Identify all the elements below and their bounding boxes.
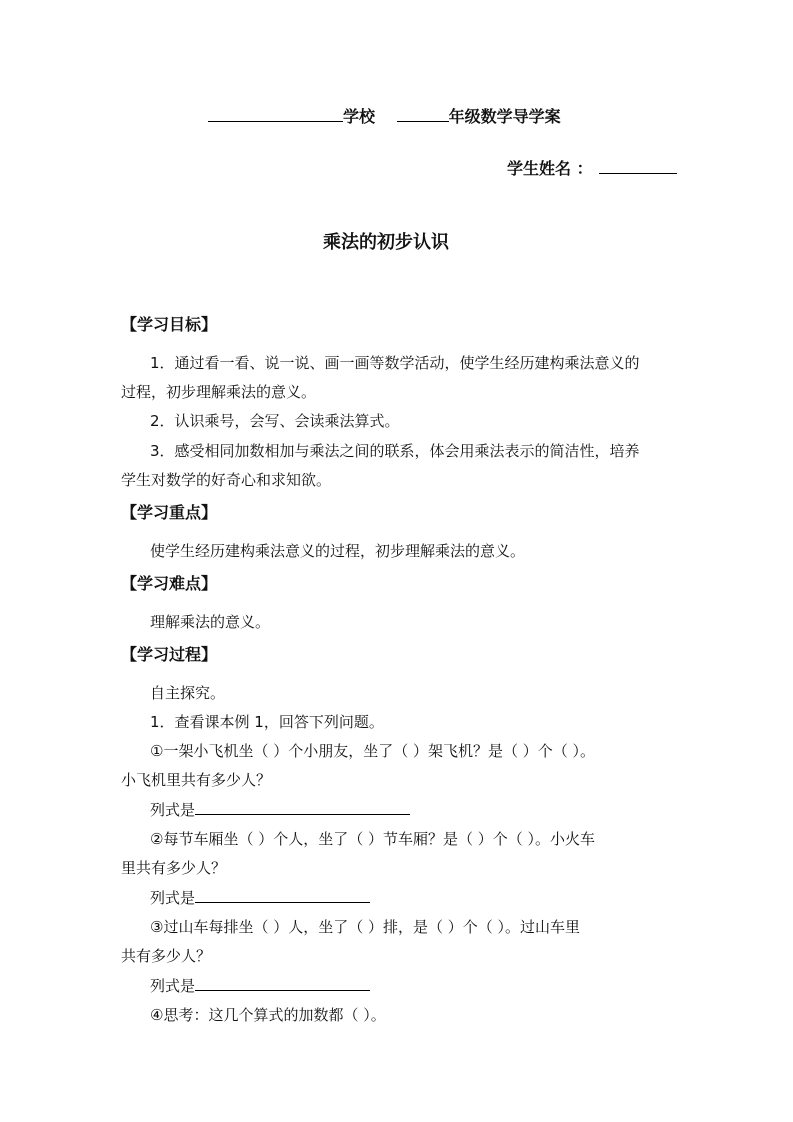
- formula-blank-2: [195, 886, 370, 903]
- question-2-line-1: ②每节车厢坐（ ）个人，坐了（ ）节车厢？是（ ）个（ ）。小火车: [150, 830, 596, 848]
- goal-item-2: 2．认识乘号，会写、会读乘法算式。: [150, 412, 400, 430]
- formula-row-3: [150, 974, 370, 996]
- formula-row-1: [150, 798, 410, 820]
- grade-suffix: 年级数学导学案: [448, 107, 561, 126]
- student-name-row: [507, 156, 677, 179]
- header-school-grade: [208, 104, 561, 127]
- formula-row-2: [150, 886, 370, 908]
- student-name-blank: [599, 157, 677, 174]
- formula-label-3: 列式是: [150, 977, 196, 995]
- difficulties-text: 理解乘法的意义。: [150, 613, 271, 631]
- school-suffix: 学校: [343, 107, 376, 126]
- formula-blank-1: [195, 798, 410, 815]
- question-4: ④思考：这几个算式的加数都（ ）。: [150, 1006, 386, 1024]
- formula-blank-3: [195, 974, 370, 991]
- goal-item-3-line-2: 学生对数学的好奇心和求知欲。: [121, 471, 332, 489]
- difficulties-heading: 【学习难点】: [121, 574, 218, 593]
- goal-item-1-line-2: 过程，初步理解乘法的意义。: [121, 383, 317, 401]
- process-heading: 【学习过程】: [121, 645, 218, 664]
- goals-heading: 【学习目标】: [121, 315, 218, 334]
- question-3-line-1: ③过山车每排坐（ ）人，坐了（ ）排，是（ ）个（ ）。过山车里: [150, 918, 581, 936]
- process-step-1: 1．查看课本例 1，回答下列问题。: [150, 713, 384, 731]
- page-title: 乘法的初步认识: [323, 232, 449, 253]
- goal-item-3-line-1: 3．感受相同加数相加与乘法之间的联系，体会用乘法表示的简洁性，培养: [150, 442, 640, 460]
- process-intro: 自主探究。: [150, 684, 226, 702]
- key-points-text: 使学生经历建构乘法意义的过程，初步理解乘法的意义。: [150, 542, 526, 560]
- student-name-label: 学生姓名 ：: [507, 159, 593, 178]
- formula-label-2: 列式是: [150, 889, 196, 907]
- grade-blank: [397, 105, 449, 122]
- formula-label-1: 列式是: [150, 801, 196, 819]
- question-3-line-2: 共有多少人？: [121, 947, 212, 965]
- goal-item-1-line-1: 1．通过看一看、说一说、画一画等数学活动，使学生经历建构乘法意义的: [150, 354, 640, 372]
- school-blank: [208, 105, 343, 122]
- question-1-line-2: 小飞机里共有多少人？: [121, 771, 272, 789]
- key-points-heading: 【学习重点】: [121, 503, 218, 522]
- question-2-line-2: 里共有多少人？: [121, 859, 227, 877]
- question-1-line-1: ①一架小飞机坐（ ）个小朋友，坐了（ ）架飞机？是（ ）个（ ）。: [150, 742, 596, 760]
